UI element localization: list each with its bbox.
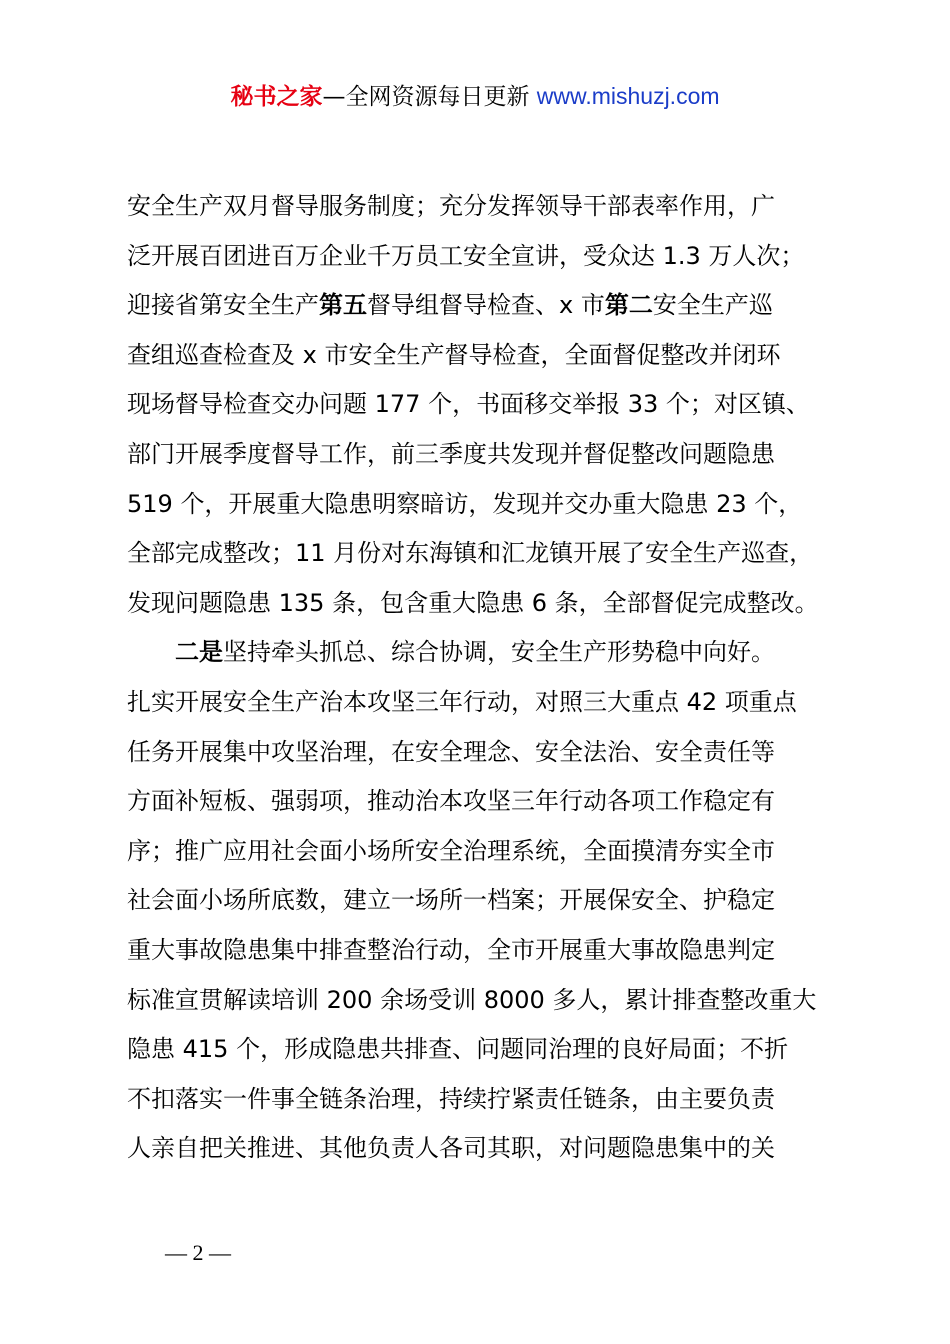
- text-line: 泛开展百团进百万企业千万员工安全宣讲，受众达 1.3 万人次；: [127, 241, 805, 270]
- text-line: 查组巡查检查及 x 市安全生产督导检查，全面督促整改并闭环: [127, 340, 781, 369]
- document-body: [127, 182, 847, 1174]
- text-run: 坚持牵头抓总、综合协调，安全生产形势稳中向好。: [223, 638, 775, 667]
- text-line: 标准宣贯解读培训 200 余场受训 8000 多人，累计排查整改重大: [127, 985, 817, 1014]
- page-number: — 2 —: [165, 1240, 231, 1265]
- text-run: 迎接省第安全生产: [127, 291, 319, 320]
- text-line: 扎实开展安全生产治本攻坚三年行动，对照三大重点 42 项重点: [127, 687, 797, 716]
- text-line: 现场督导检查交办问题 177 个，书面移交举报 33 个；对区镇、: [127, 390, 810, 419]
- bold-text: 第五: [319, 291, 367, 320]
- brand-name: 秘书之家: [230, 84, 323, 110]
- text-line: [127, 281, 847, 331]
- site-url-link[interactable]: www.mishuzj.com: [536, 83, 720, 109]
- text-line: 社会面小场所底数，建立一场所一档案；开展保安全、护稳定: [127, 886, 775, 915]
- text-line: 不扣落实一件事全链条治理，持续拧紧责任链条，由主要负责: [127, 1084, 775, 1113]
- text-run: 安全生产巡: [652, 291, 773, 320]
- bold-lead: 二是: [175, 638, 223, 667]
- text-line: 安全生产双月督导服务制度；充分发挥领导干部表率作用，广: [127, 192, 775, 220]
- bold-text: 第二: [604, 291, 653, 320]
- text-line: 人亲自把关推进、其他负责人各司其职，对问题隐患集中的关: [127, 1134, 775, 1163]
- text-line: 发现问题隐患 135 条，包含重大隐患 6 条，全部督促完成整改。: [127, 588, 819, 617]
- text-line: 519 个，开展重大隐患明察暗访，发现并交办重大隐患 23 个，: [127, 489, 803, 518]
- text-line: 方面补短板、强弱项，推动治本攻坚三年行动各项工作稳定有: [127, 787, 775, 816]
- text-run: 督导组督导检查、x 市: [367, 291, 605, 320]
- text-line: 序；推广应用社会面小场所安全治理系统，全面摸清夯实全市: [127, 836, 775, 865]
- header-slogan: —全网资源每日更新: [322, 84, 537, 110]
- text-line: 隐患 415 个，形成隐患共排查、问题同治理的良好局面；不折: [127, 1035, 789, 1064]
- site-header: [0, 80, 950, 113]
- text-line: 重大事故隐患集中排查整治行动，全市开展重大事故隐患判定: [127, 935, 775, 964]
- paragraph-start-line: [127, 628, 847, 678]
- text-line: 部门开展季度督导工作，前三季度共发现并督促整改问题隐患: [127, 439, 775, 468]
- text-line: 任务开展集中攻坚治理，在安全理念、安全法治、安全责任等: [127, 737, 775, 766]
- text-line: 全部完成整改；11 月份对东海镇和汇龙镇开展了安全生产巡查，: [127, 539, 814, 568]
